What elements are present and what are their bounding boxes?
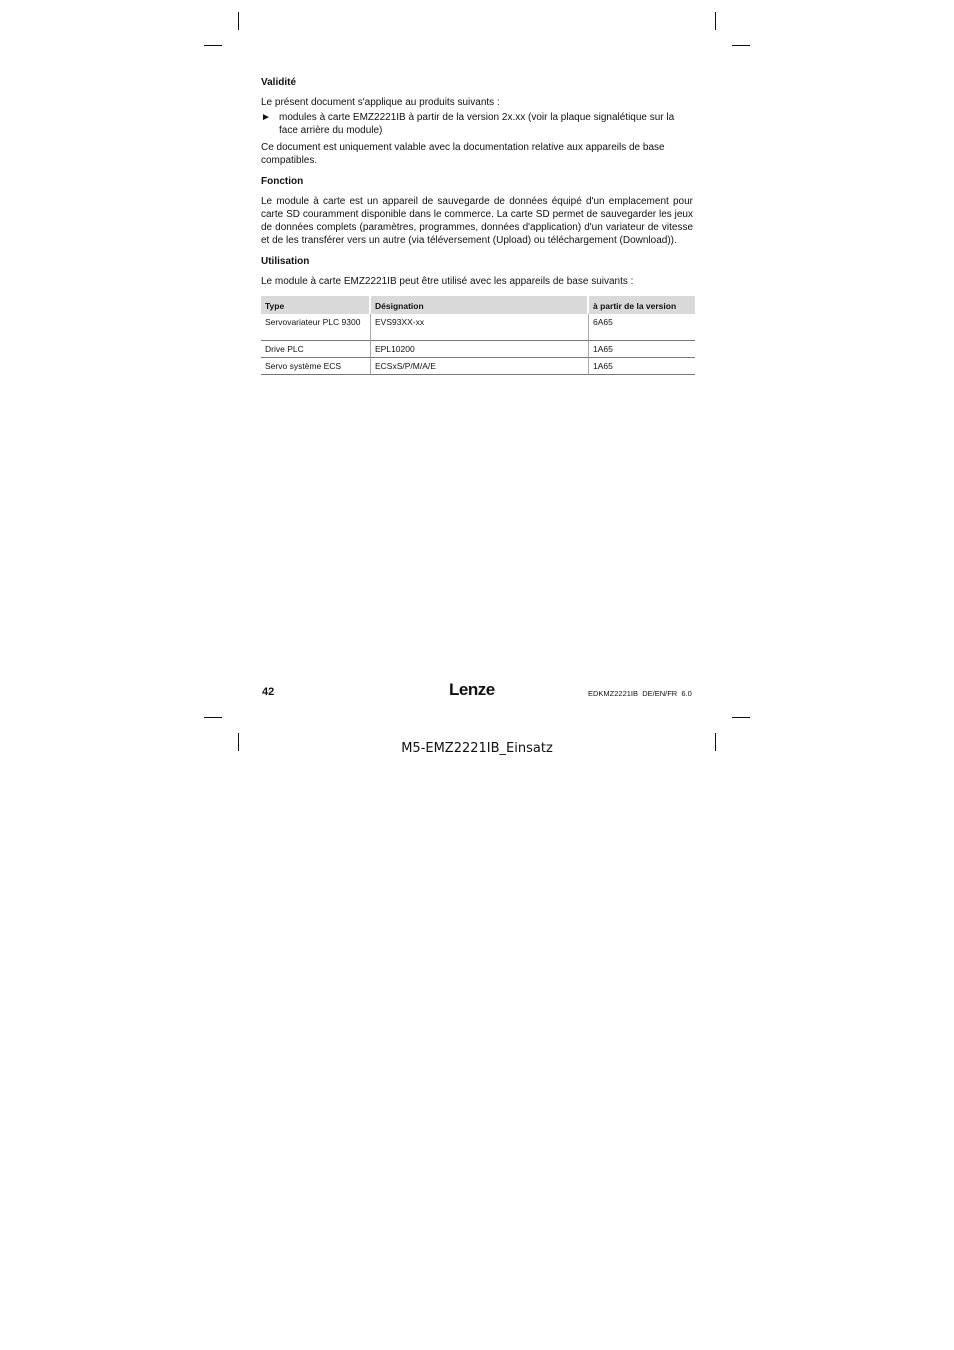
crop-mark xyxy=(715,12,716,30)
table-row xyxy=(261,341,695,358)
column-header-version: à partir de la version xyxy=(589,296,695,314)
cell-designation: ECSxS/P/M/A/E xyxy=(371,358,589,375)
table-header-row xyxy=(261,296,695,314)
cell-designation: EPL10200 xyxy=(371,341,589,358)
cell-designation: EVS93XX-xx xyxy=(371,314,589,341)
bullet-arrow-icon: ► xyxy=(261,112,271,123)
crop-mark xyxy=(204,717,222,718)
function-text: Le module à carte est un appareil de sauvegarde de données équipé d'un emplacement pour carte SD couramment disponible dans le commerce. La carte SD permet de sauvegarder les jeux de données complets (paramètres, programmes, données d'application) d'un variateur de vitesse et de les transférer vers un autre (via téléversement (Upload) ou téléchargement (Download)). xyxy=(261,196,693,246)
page-number: 42 xyxy=(262,686,275,698)
column-header-type: Type xyxy=(261,296,371,314)
table-row xyxy=(261,358,695,375)
page-caption: M5-EMZ2221IB_Einsatz xyxy=(401,741,553,756)
cell-version: 1A65 xyxy=(589,358,695,375)
validity-intro: Le présent document s'applique au produits suivants : xyxy=(261,97,500,108)
validity-bullet-text: modules à carte EMZ2221IB à partir de la version 2x.xx (voir la plaque signalétique sur la face arrière du module) xyxy=(279,112,675,136)
document-reference: EDKMZ2221IB DE/EN/FR 6.0 xyxy=(588,689,692,698)
cell-version: 1A65 xyxy=(589,341,695,358)
usage-heading: Utilisation xyxy=(261,256,310,267)
crop-mark xyxy=(732,45,750,46)
validity-heading: Validité xyxy=(261,77,297,88)
page-content xyxy=(261,76,693,375)
validity-note: Ce document est uniquement valable avec la documentation relative aux appareils de base compatibles. xyxy=(261,142,665,166)
compatible-devices-table xyxy=(261,296,695,375)
cell-type: Servo système ECS xyxy=(261,358,371,375)
crop-mark xyxy=(204,45,222,46)
cell-type: Servovariateur PLC 9300 xyxy=(261,314,371,341)
lenze-logo: Lenze xyxy=(449,680,495,699)
table-row xyxy=(261,314,695,341)
cell-type: Drive PLC xyxy=(261,341,371,358)
validity-bullet xyxy=(261,111,693,137)
function-heading: Fonction xyxy=(261,176,304,187)
column-header-designation: Désignation xyxy=(371,296,589,314)
crop-mark xyxy=(732,717,750,718)
crop-mark xyxy=(238,12,239,30)
usage-text: Le module à carte EMZ2221IB peut être utilisé avec les appareils de base suivants : xyxy=(261,276,634,287)
cell-version: 6A65 xyxy=(589,314,695,341)
